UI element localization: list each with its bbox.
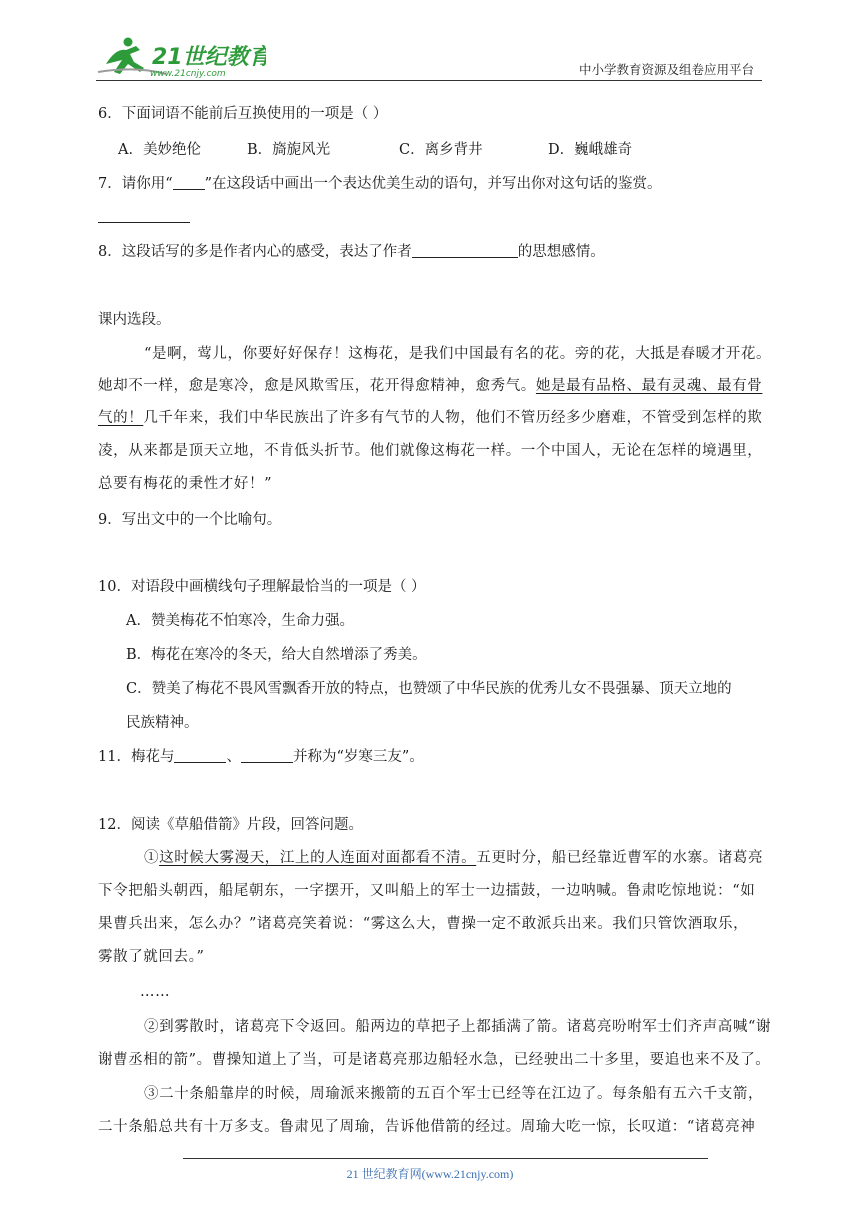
question-10-stem: 10．对语段中画横线句子理解最恰当的一项是（ ） (98, 579, 426, 595)
q11-stem-part-c: 并称为“岁寒三友”。 (292, 749, 424, 765)
q11-blank-2[interactable] (241, 747, 293, 763)
passage2-line: 二十条船总共有十万多支。鲁肃见了周瑜，告诉他借箭的经过。周瑜大吃一惊，长叹道：“诸葛亮神 (98, 1119, 756, 1135)
passage2-ellipsis: …… (140, 984, 171, 1000)
q7-answer-line[interactable] (98, 222, 190, 223)
question-12-stem: 12．阅读《草船借箭》片段，回答问题。 (98, 817, 363, 833)
passage2-line: 谢曹丞相的箭”。曹操知道上了当，可是诸葛亮那边船轻水急，已经驶出二十多里，要追也来不及了。 (98, 1052, 771, 1068)
footer-site-link[interactable]: 21 世纪教育网(www.21cnjy.com) (346, 1167, 514, 1181)
passage1-text: 几千年来，我们中华民族出了许多有气节的人物，他们不管历经多少磨难，不管受到怎样的欺 (143, 410, 763, 426)
passage1-underlined-sentence-end: 气的！ (98, 410, 144, 426)
site-tagline: 中小学教育资源及组卷应用平台 (578, 62, 754, 77)
passage2-line: 果曹兵出来，怎么办？”诸葛亮笑着说：“雾这么大，曹操一定不敢派兵出来。我们只管饮酒取乐， (98, 916, 749, 932)
q8-answer-blank[interactable] (412, 242, 518, 258)
passage2-line: ③二十条船靠岸的时候，周瑜派来搬箭的五百个军士已经等在江边了。每条船有五六千支箭， (144, 1086, 764, 1102)
q7-inline-blank[interactable] (173, 174, 205, 190)
paragraph-marker: ① (144, 850, 160, 866)
question-11-stem (98, 747, 424, 767)
q11-stem-part-a: 11．梅花与 (98, 749, 175, 765)
section-label: 课内选段。 (98, 312, 171, 328)
passage2-line: 下令把船头朝西，船尾朝东，一字摆开，又叫船上的军士一边擂鼓，一边呐喊。鲁肃吃惊地说：“如 (98, 883, 756, 899)
passage1-line (98, 408, 762, 428)
header-divider (96, 80, 762, 81)
q10-option-a[interactable]: A．赞美梅花不怕寒冷，生命力强。 (126, 613, 354, 629)
passage1-line: 凌，从来都是顶天立地，不肯低头折节。他们就像这梅花一样。一个中国人，无论在怎样的境遇里， (98, 443, 763, 459)
site-logo (96, 34, 266, 80)
q6-option-b: B．旖旎风光 (247, 142, 331, 158)
q10-option-c[interactable]: C．赞美了梅花不畏风雪飘香开放的特点，也赞颂了中华民族的优秀儿女不畏强暴、顶天立地的 (126, 681, 732, 697)
q7-stem-part-b: ”在这段话中画出一个表达优美生动的语句，并写出你对这句话的鉴赏。 (204, 176, 662, 192)
logo-url-text: www.21cnjy.com (150, 69, 226, 79)
q6-option-a: A．美妙绝伦 (118, 142, 201, 158)
question-7-stem (98, 174, 662, 194)
passage2-text: 五更时分，船已经靠近曹军的水寨。诸葛亮 (476, 850, 764, 866)
question-9-stem: 9．写出文中的一个比喻句。 (98, 512, 282, 528)
question-6-stem: 6．下面词语不能前后互换使用的一项是（ ） (98, 106, 388, 122)
q7-stem-part-a: 7．请你用“ (98, 176, 173, 192)
q10-option-c-continued: 民族精神。 (126, 715, 199, 731)
logo-main-text: 21世纪教育 (152, 45, 266, 70)
passage1-underlined-sentence: 她是最有品格、最有灵魂、最有骨 (535, 378, 763, 394)
q6-option-d: D．巍峨雄奇 (548, 142, 633, 158)
passage1-line: “是啊，莺儿，你要好好保存！这梅花，是我们中国最有名的花。旁的花，大抵是春暖才开花。 (144, 346, 772, 362)
passage1-line: 总要有梅花的秉性才好！” (98, 476, 273, 492)
footer-divider (183, 1158, 708, 1159)
q11-blank-1[interactable] (174, 747, 226, 763)
passage1-line (98, 376, 762, 396)
passage1-text: 她却不一样，愈是寒冷，愈是风欺雪压，花开得愈精神，愈秀气。 (98, 378, 536, 394)
passage2-underlined-sentence: 这时候大雾漫天，江上的人连面对面都看不清。 (159, 850, 477, 866)
q8-stem-part-b: 的思想感情。 (517, 244, 605, 260)
q8-stem-part-a: 8．这段话写的多是作者内心的感受，表达了作者 (98, 244, 412, 260)
q11-stem-part-b: 、 (226, 749, 241, 765)
runner-logo-icon (96, 34, 266, 80)
question-8-stem (98, 242, 605, 262)
passage2-line (144, 848, 763, 868)
q6-option-c: C．离乡背井 (399, 142, 483, 158)
q10-option-b[interactable]: B．梅花在寒冷的冬天，给大自然增添了秀美。 (126, 647, 427, 663)
passage2-line: 雾散了就回去。” (98, 949, 205, 965)
passage2-line: ②到雾散时，诸葛亮下令返回。船两边的草把子上都插满了箭。诸葛亮吩咐军士们齐声高喊“谢 (144, 1019, 772, 1035)
